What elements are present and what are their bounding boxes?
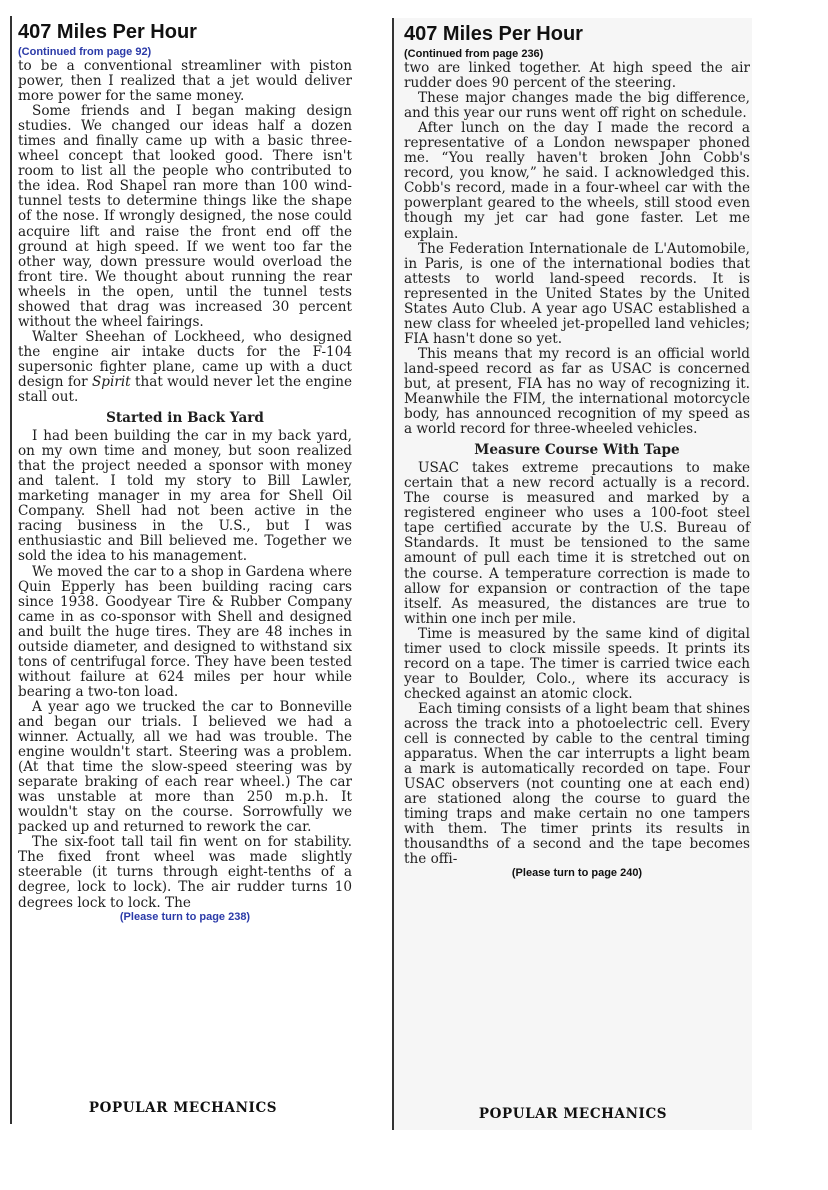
paragraph-spirit (18, 330, 352, 405)
paragraph: USAC takes extreme precautions to make certain that a new record actually is a record. The course is measured and marked by a registered engineer who uses a 100-foot steel tape certified accurate by the U.S. Bureau of Standards. It must be tensioned to the same amount of pull each time it is stretched out on the course. A temperature correction is made to allow for expansion or contraction of the tape itself. As measured, the distances are true to within one inch per mile. (404, 460, 750, 627)
paragraph: This means that my record is an official world land-speed record as far as USAC is concerned but, at present, FIA has no way of recognizing it. Meanwhile the FIM, the international motorcycle body, has announced recognition of my speed as a world record for three-wheeled vehicles. (404, 345, 750, 438)
article-title: 407 Miles Per Hour (18, 21, 197, 43)
left-page (10, 16, 354, 1124)
turn-to-page-note[interactable]: (Please turn to page 238) (119, 910, 251, 923)
article-title: 407 Miles Per Hour (404, 23, 583, 45)
italic-run: Spirit (91, 373, 131, 390)
paragraph: We moved the car to a shop in Gardena where Quin Epperly has been building racing cars since 1938. Goodyear Tire & Rubber Company came in as co-sponsor with Shell and designed and built the huge tires. They are 48 inches in outside diameter, and designed to withstand six tons of centrifugal force. They have been tested without failure at 624 miles per hour while bearing a two-ton load. (18, 563, 352, 700)
section-subhead: Measure Course With Tape (474, 442, 680, 459)
section-subhead: Started in Back Yard (106, 410, 264, 427)
paragraph: Each timing consists of a light beam that shines across the track into a photoelectric cell. Every cell is connected by cable to the central timing apparatus. When the car interrupts a light beam a mark is automatically recorded on tape. Four USAC observers (not counting one at each end) are stationed along the course to guard the timing traps and make certain no one tampers with them. The timer prints its results in thousandths of a second and the tape becomes the offi- (404, 700, 750, 868)
paragraph: The six-foot tall tail fin went on for stability. The fixed front wheel was made slightly steerable (it turns through eight-tenths of a degree, lock to lock). The air rudder turns 10 degrees lock to lock. The (18, 834, 352, 911)
paragraph: After lunch on the day I made the record a representative of a London newspaper phoned me. “You really haven't broken John Cobb's record, you know,” he said. I acknowledged this. Cobb's record, made in a four-wheel car with the powerplant geared to the wheels, still stood even though my jet car had gone faster. Let me explain. (404, 120, 750, 242)
publication-footer: POPULAR MECHANICS (88, 1100, 278, 1116)
continued-from-note: (Continued from page 236) (404, 48, 544, 60)
turn-to-page-note: (Please turn to page 240) (511, 867, 643, 880)
text-run: Walter Sheehan of Lockheed, who designed the engine air intake ducts for the F-104 supersonic fighter plane, came up with a duct design for (18, 328, 352, 390)
article-body (404, 61, 750, 880)
paragraph: two are linked together. At high speed the air rudder does 90 percent of the steering. (404, 60, 750, 92)
article-body (18, 59, 352, 924)
right-page (392, 18, 752, 1130)
paragraph: to be a conventional streamliner with piston power, then I realized that a jet would deliver more power for the same money. (18, 58, 352, 105)
paragraph: These major changes made the big difference, and this year our runs went off right on schedule. (404, 90, 750, 122)
publication-footer: POPULAR MECHANICS (478, 1106, 668, 1122)
paragraph: The Federation Internationale de L'Automobile, in Paris, is one of the international bodies that attests to world land-speed records. It is represented in the United States by the United States Auto Club. A year ago USAC established a new class for wheeled jet-propelled land vehicles; FIA hasn't done so yet. (404, 240, 750, 347)
paragraph: I had been building the car in my back yard, on my own time and money, but soon realized that the project needed a sponsor with money and talent. I told my story to Bill Lawler, marketing manager in my area for Shell Oil Company. Shell had not been active in the racing business in the U.S., but I was enthusiastic and Bill believed me. Together we sold the idea to his management. (18, 428, 352, 565)
paragraph: A year ago we trucked the car to Bonneville and began our trials. I believed we had a winner. Actually, all we had was trouble. The engine wouldn't start. Steering was a problem. (At that time the slow-speed steering was by separate braking of each rear wheel.) The car was unstable at more than 250 m.p.h. It wouldn't stay on the course. Sorrowfully we packed up and returned to rework the car. (18, 698, 352, 836)
paragraph: Some friends and I began making design studies. We changed our ideas half a dozen times and finally came up with a basic three-wheel concept that looked good. There isn't room to list all the people who contributed to the idea. Rod Shapel ran more than 100 wind-tunnel tests to determine things like the shape of the nose. If wrongly designed, the nose could acquire lift and raise the front end off the ground at high speed. If we went too far the other way, down pressure would overload the front tire. We thought about running the rear wheels in the open, until the tunnel tests showed that drag was increased 30 percent without the wheel fairings. (18, 103, 352, 330)
text-run: that would never let the engine stall out. (18, 373, 352, 406)
paragraph: Time is measured by the same kind of digital timer used to clock missile speeds. It prints its record on a tape. The timer is carried twice each year to Boulder, Colo., where its accuracy is checked against an atomic clock. (404, 625, 750, 702)
continued-from-note[interactable]: (Continued from page 92) (18, 46, 152, 58)
